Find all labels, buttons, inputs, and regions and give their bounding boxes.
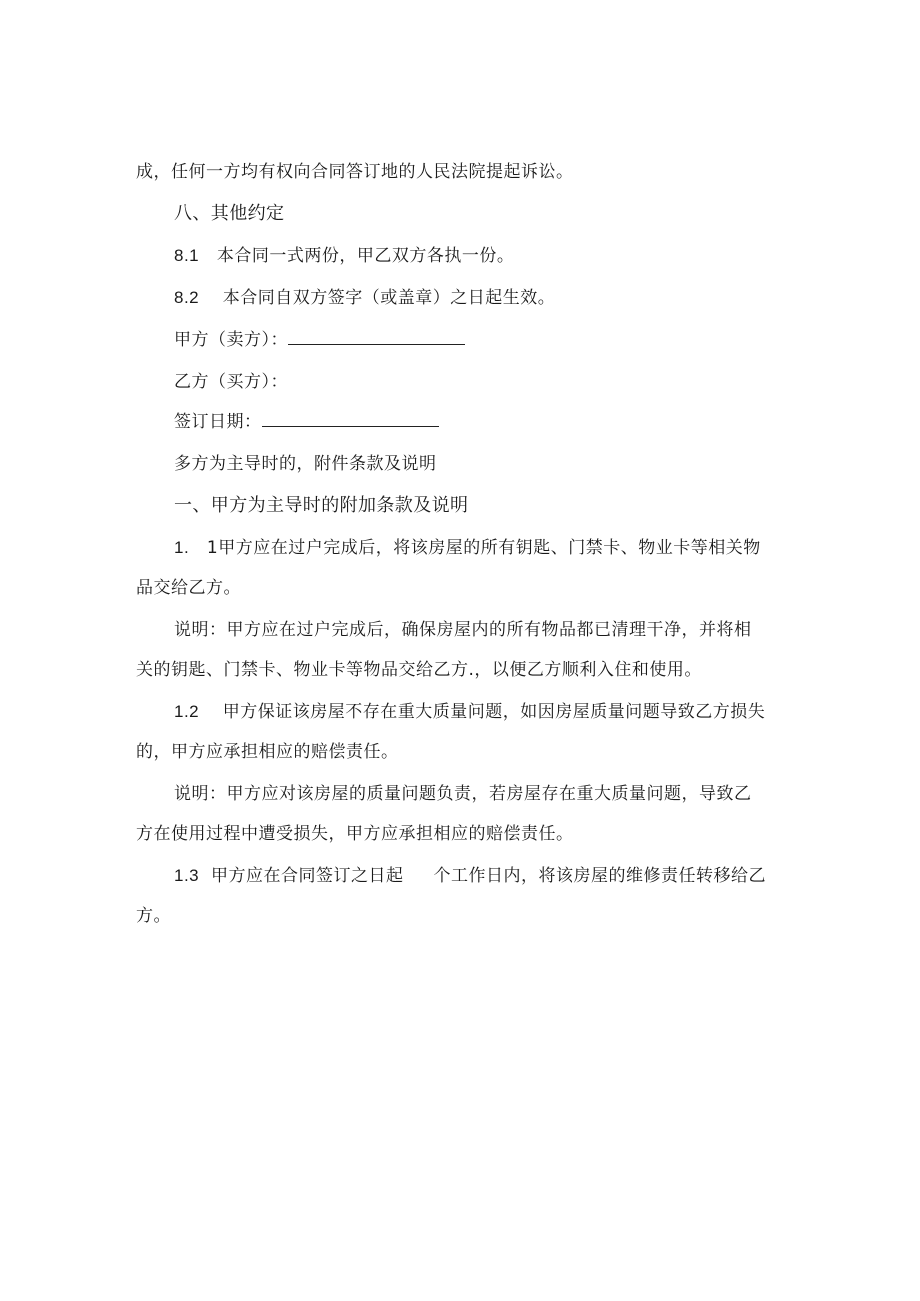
sign-date-label: 签订日期：	[174, 412, 262, 432]
clause-number: 1.2	[174, 702, 200, 721]
section-8-heading: 八、其他约定	[174, 203, 285, 224]
clause-number: 8.1	[174, 246, 200, 265]
annex-clause-1-2	[174, 700, 765, 724]
clause-number: 8.2	[174, 288, 200, 307]
clause-text: 本合同一式两份，甲乙双方各执一份。	[216, 246, 515, 266]
clause-text: 甲方应在合同签订之日起	[210, 866, 404, 886]
sign-date-blank	[262, 412, 439, 427]
paragraph-line: 的，甲方应承担相应的赔偿责任。	[136, 742, 399, 762]
clause-8-1	[174, 244, 514, 268]
clause-text: 甲方保证该房屋不存在重大质量问题，如因房屋质量问题导致乙方损失	[222, 702, 766, 722]
explanation-1: 说明：甲方应在过户完成后，确保房屋内的所有物品都已清理干净，并将相	[174, 620, 752, 640]
clause-number: 1.	[174, 538, 190, 557]
clause-text: 个工作日内，将该房屋的维修责任转移给乙	[433, 866, 766, 886]
annex-clause-1-3	[174, 864, 766, 888]
paragraph-line: 成，任何一方均有权向合同答订地的人民法院提起诉讼。	[136, 162, 574, 182]
party-a-label: 甲方（卖方）：	[174, 330, 288, 350]
explanation-2: 说明：甲方应对该房屋的质量问题负责，若房屋存在重大质量问题，导致乙	[174, 784, 752, 804]
party-a-signature-line	[174, 328, 465, 352]
annex-clause-1-1	[174, 536, 761, 560]
clause-number: 1.3	[174, 866, 200, 885]
annex-heading: 一、甲方为主导时的附加条款及说明	[174, 495, 469, 516]
clause-text: 本合同自双方签字（或盖章）之日起生效。	[222, 288, 556, 308]
multi-party-note: 多方为主导时的，附件条款及说明	[174, 454, 437, 474]
party-b-label: 乙方（买方）：	[174, 372, 288, 392]
paragraph-line: 方在使用过程中遭受损失，甲方应承担相应的赔偿责任。	[136, 824, 574, 844]
sign-date-line	[174, 410, 439, 434]
paragraph-line: 品交给乙方。	[136, 578, 241, 598]
paragraph-line: 方。	[136, 906, 171, 926]
clause-8-2	[174, 286, 555, 310]
paragraph-line: 关的钥匙、门禁卡、物业卡等物品交给乙方.，以便乙方顺利入住和使用。	[136, 660, 702, 680]
clause-text: 1甲方应在过户完成后，将该房屋的所有钥匙、门禁卡、物业卡等相关物	[206, 538, 761, 558]
party-a-blank	[288, 330, 465, 345]
